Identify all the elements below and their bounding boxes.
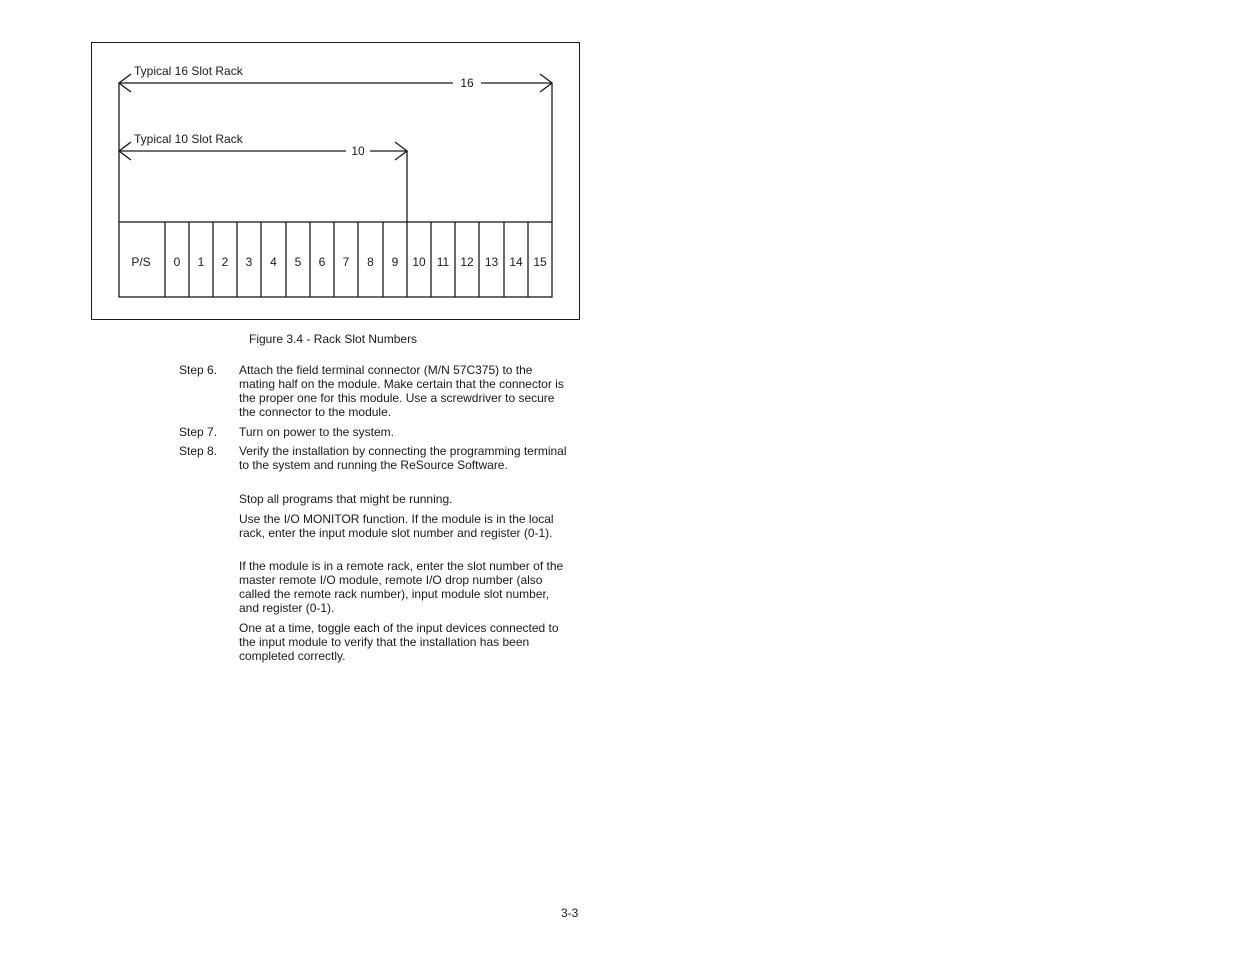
slot-label-9: 9 <box>391 255 399 269</box>
step-7-text: Turn on power to the system. <box>239 425 394 439</box>
step-8-label: Step 8. <box>179 444 218 458</box>
figure-caption: Figure 3.4 - Rack Slot Numbers <box>249 332 418 346</box>
stop-programs-text: Stop all programs that might be running. <box>239 492 453 506</box>
page-number: 3-3 <box>561 906 579 920</box>
slot-label-1: 1 <box>197 255 205 269</box>
rack10-label: Typical 10 Slot Rack <box>134 132 243 146</box>
rack16-label: Typical 16 Slot Rack <box>134 64 243 78</box>
step-6-label: Step 6. <box>179 363 218 377</box>
step-6-text: Attach the field terminal connector (M/N 57C375) to the mating half on the module. Make certain that the connector is the proper one for this module. Use a screwdriver to secure the connector to the module. <box>239 363 564 419</box>
remote-rack-text: If the module is in a remote rack, enter the slot number of the master remote I/O module, remote I/O drop number (also called the remote rack number), input module slot number, and register (0-1). <box>239 559 564 615</box>
slot-label-4: 4 <box>270 255 277 269</box>
slot-label-2: 2 <box>221 255 229 269</box>
rack16-count: 16 <box>460 76 474 90</box>
slot-label-8: 8 <box>367 255 374 269</box>
slot-label-13: 13 <box>484 255 499 269</box>
slot-label-15: 15 <box>533 255 547 269</box>
rack10-count: 10 <box>351 144 365 158</box>
slot-label-0: 0 <box>173 255 181 269</box>
slot-label-7: 7 <box>342 255 350 269</box>
slot-label-10: 10 <box>412 255 426 269</box>
slot-label-11: 11 <box>436 255 450 269</box>
slot-label-3: 3 <box>245 255 253 269</box>
toggle-devices-text: One at a time, toggle each of the input devices connected to the input module to verify that the installation has been completed correctly. <box>239 621 559 663</box>
step-7-label: Step 7. <box>179 425 218 439</box>
slot-label-12: 12 <box>460 255 474 269</box>
slot-label-14: 14 <box>509 255 523 269</box>
slot-label-5: 5 <box>294 255 302 269</box>
slot-label-6: 6 <box>318 255 326 269</box>
slot-label-ps: P/S <box>131 255 151 269</box>
io-monitor-text: Use the I/O MONITOR function. If the module is in the local rack, enter the input module slot number and register (0-1). <box>239 512 554 540</box>
step-8-text: Verify the installation by connecting the programming terminal to the system and running the ReSource Software. <box>239 444 567 472</box>
